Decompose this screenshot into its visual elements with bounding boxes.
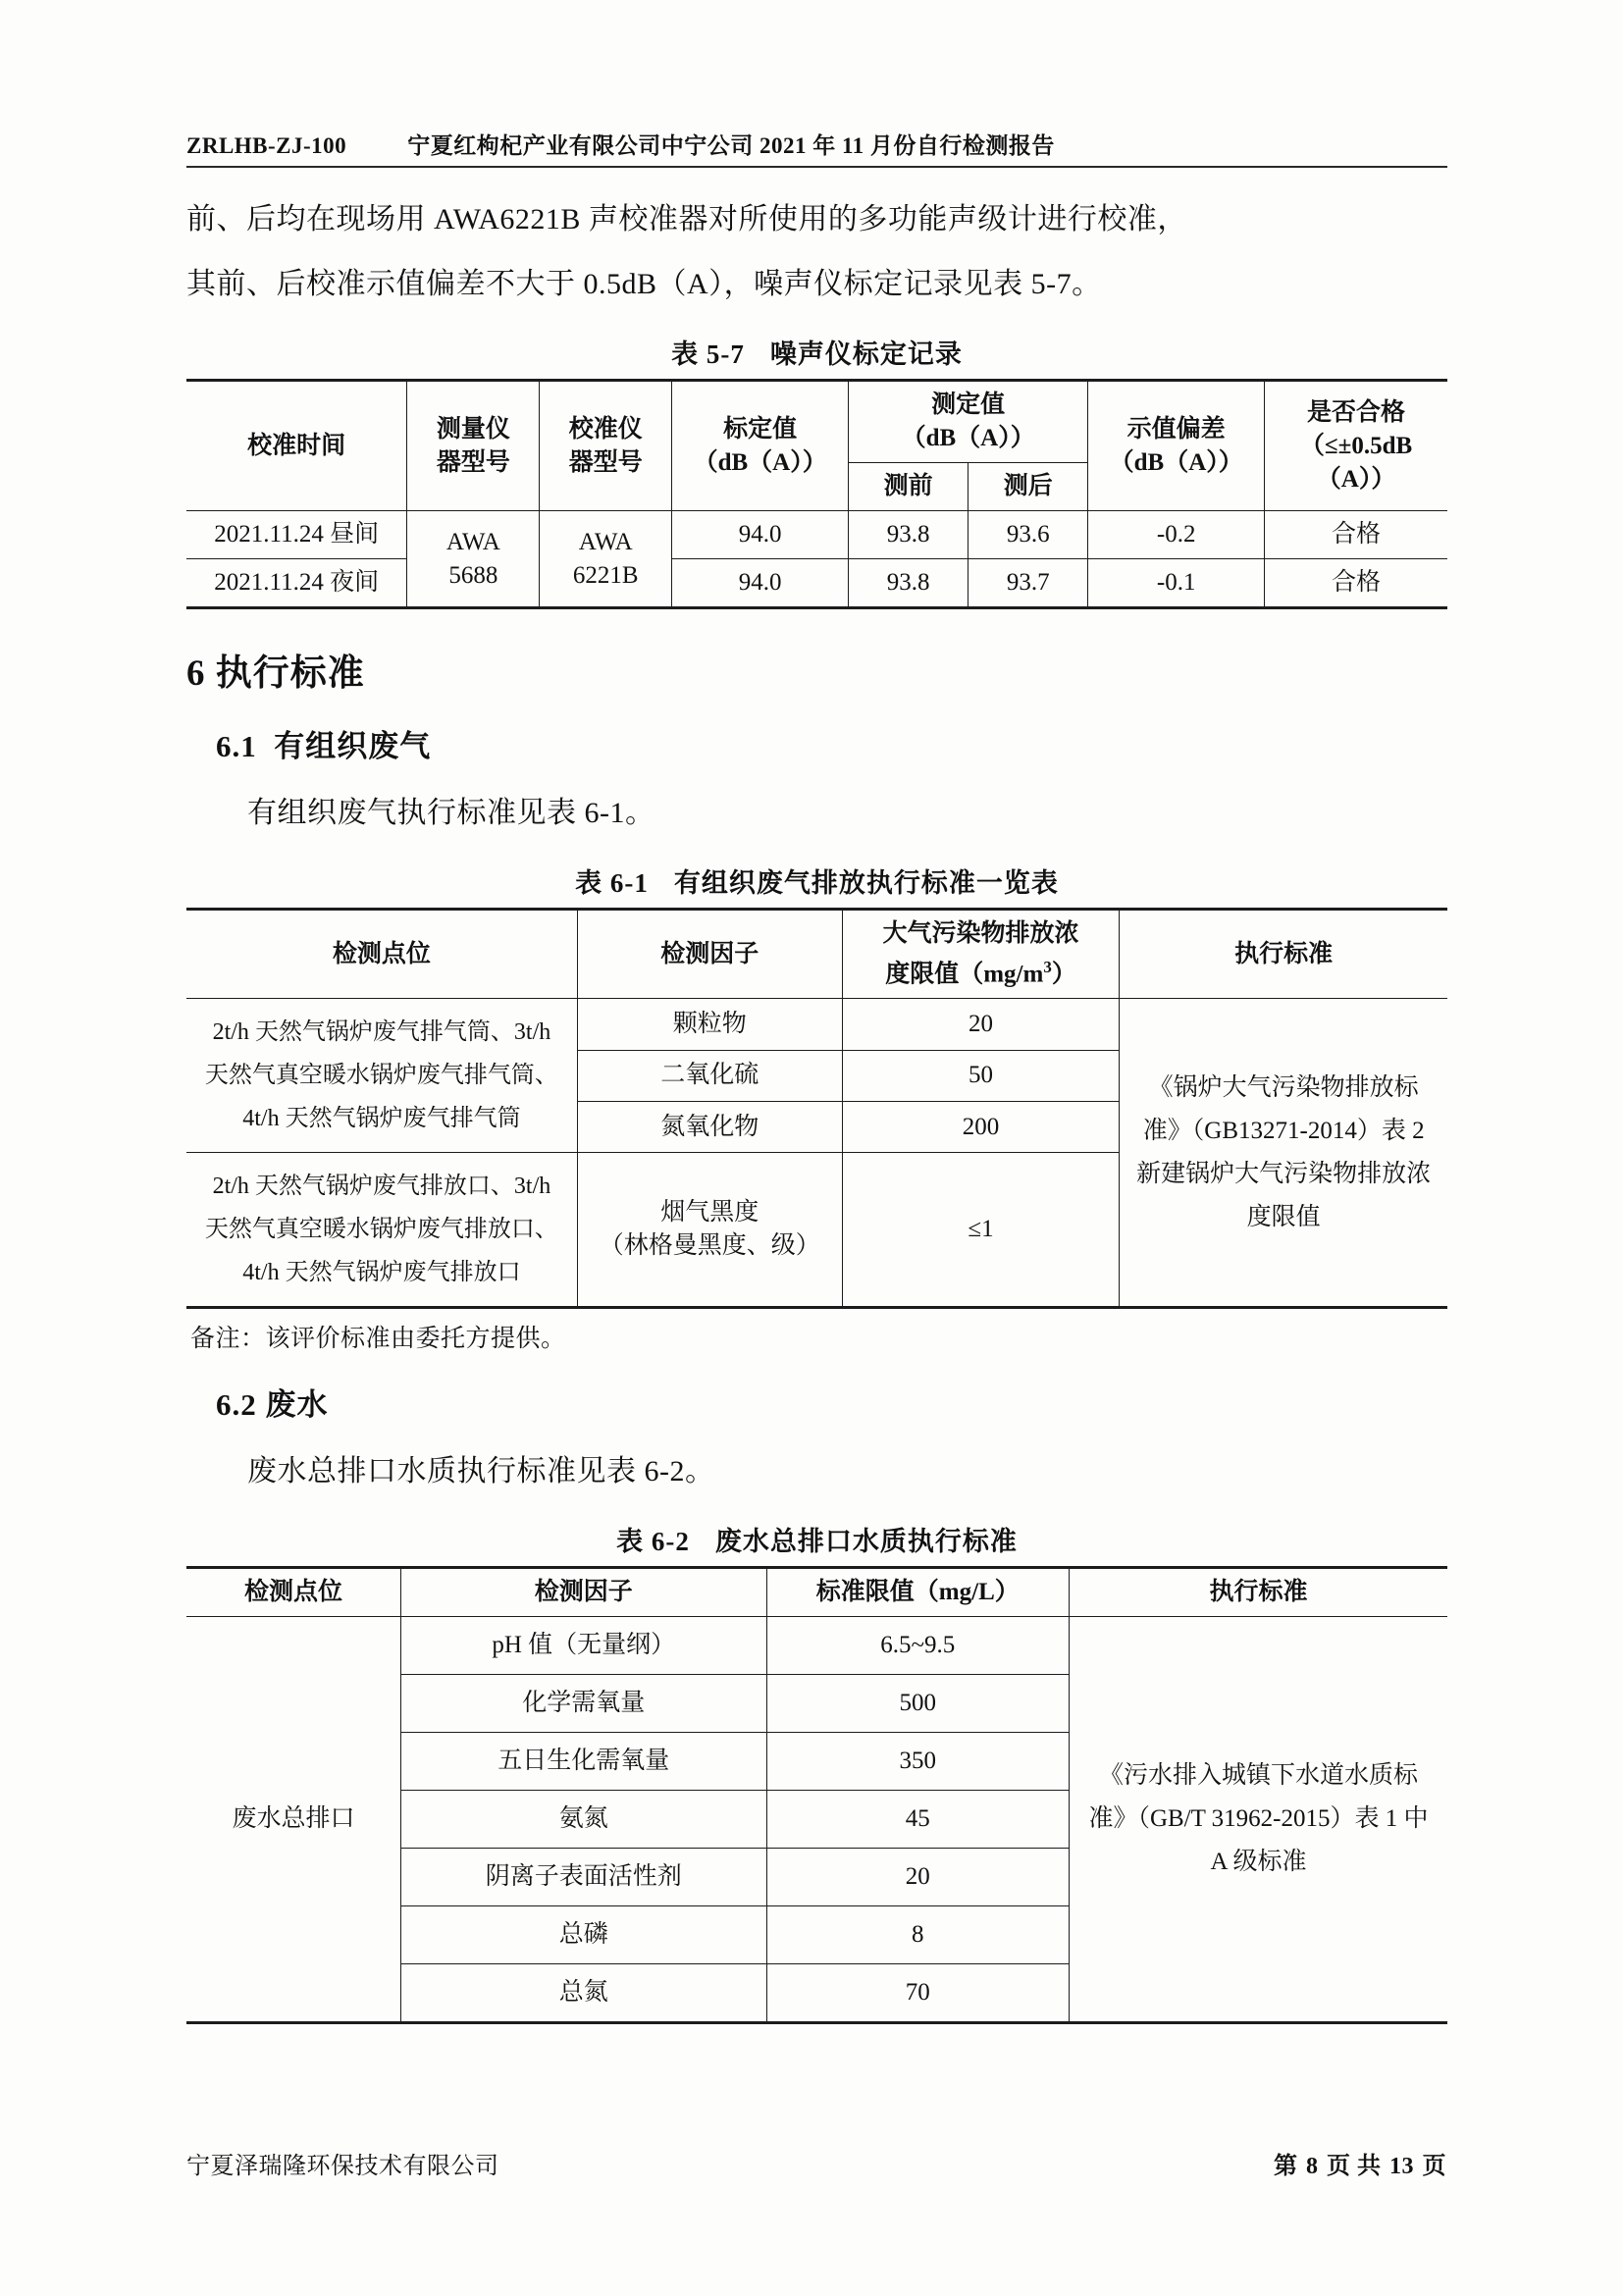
header-emission-limit-exponent: 3 — [1043, 958, 1052, 976]
running-header — [186, 128, 1447, 166]
table-row — [186, 559, 1447, 608]
header-indication-deviation-line2: （dB（A）） — [1109, 448, 1243, 476]
header-nominal-value-line2: （dB（A）） — [693, 448, 827, 476]
header-emission-limit-unit: 度限值（mg/m — [885, 961, 1044, 988]
header-nominal-value-line1: 标定值 — [723, 415, 798, 443]
footer-page-number — [1274, 2146, 1446, 2180]
section-6-2-title: 废水 — [265, 1387, 329, 1423]
cell-execution-standard: 《污水排入城镇下水道水质标准》（GB/T 31962-2015）表 1 中 A 级标准 — [1069, 1617, 1447, 2023]
header-detection-factor: 检测因子 — [577, 910, 842, 999]
header-measured-value-line2: （dB（A）） — [901, 425, 1035, 451]
table-5-7-caption-text: 噪声仪标定记录 — [769, 339, 963, 369]
cell-limit: 20 — [766, 1849, 1069, 1906]
section-heading-6-1 — [216, 721, 1447, 765]
cell-factor-smoke-blackness — [577, 1153, 842, 1308]
page-content — [186, 128, 1447, 2024]
paragraph-6-2-lead: 废水总排口水质执行标准见表 6-2。 — [247, 1455, 715, 1488]
cell-factor: 阴离子表面活性剂 — [400, 1849, 766, 1906]
cell-calibrator-model-line2: 6221B — [572, 561, 639, 589]
cell-factor: 颗粒物 — [577, 999, 842, 1050]
cell-factor: 氨氮 — [400, 1791, 766, 1849]
cell-calibration-time: 2021.11.24 夜间 — [186, 559, 407, 608]
cell-detection-point-outlets: 2t/h 天然气锅炉废气排放口、3t/h 天然气真空暖水锅炉废气排放口、4t/h 天然气锅炉废气排放口 — [186, 1153, 577, 1308]
cell-limit: 350 — [766, 1733, 1069, 1791]
cell-qualified: 合格 — [1265, 559, 1447, 608]
cell-deviation: -0.1 — [1088, 559, 1265, 608]
header-detection-point: 检测点位 — [186, 1568, 400, 1617]
table-6-2-caption-text: 废水总排口水质执行标准 — [714, 1527, 1018, 1557]
header-calibrator-model-line2: 器型号 — [568, 448, 643, 476]
cell-factor-line2: （林格曼黑度、级） — [599, 1232, 820, 1260]
table-6-1-caption-text: 有组织废气排放执行标准一览表 — [673, 868, 1059, 898]
cell-detection-point-wastewater-outlet: 废水总排口 — [186, 1617, 400, 2023]
paragraph-6-1-lead: 有组织废气执行标准见表 6-1。 — [247, 797, 655, 829]
cell-factor: 五日生化需氧量 — [400, 1733, 766, 1791]
cell-limit: ≤1 — [842, 1153, 1120, 1308]
cell-factor-line1: 烟气黑度 — [660, 1199, 759, 1226]
header-qualified-line1: 是否合格 — [1307, 398, 1406, 426]
cell-factor: 总磷 — [400, 1906, 766, 1964]
section-6-2-number: 6.2 — [216, 1387, 257, 1423]
cell-limit: 500 — [766, 1675, 1069, 1733]
cell-measured-after: 93.6 — [969, 511, 1088, 559]
table-5-7-caption — [186, 333, 1447, 371]
cell-meter-model-line1: AWA — [445, 528, 500, 555]
footer-total-pages: 13 — [1389, 2154, 1414, 2179]
table-6-2-caption — [186, 1520, 1447, 1558]
cell-detection-point-stacks: 2t/h 天然气锅炉废气排气筒、3t/h 天然气真空暖水锅炉废气排气筒、4t/h 天然气锅炉废气排气筒 — [186, 999, 577, 1153]
header-execution-standard: 执行标准 — [1069, 1568, 1447, 1617]
header-detection-factor: 检测因子 — [400, 1568, 766, 1617]
table-header-row — [186, 381, 1447, 463]
table-organized-waste-gas-standards — [186, 908, 1447, 1309]
header-emission-limit-line2 — [849, 951, 1114, 991]
header-measured-before: 测前 — [849, 463, 969, 511]
header-qualified — [1265, 381, 1447, 511]
cell-meter-model-line2: 5688 — [448, 561, 498, 589]
section-6-title: 执行标准 — [215, 653, 365, 694]
table-6-2-caption-label: 表 6-2 — [616, 1527, 690, 1557]
header-meter-model-line2: 器型号 — [436, 448, 510, 476]
cell-factor: 氮氧化物 — [577, 1101, 842, 1152]
cell-measured-after: 93.7 — [969, 559, 1088, 608]
cell-limit: 50 — [842, 1050, 1120, 1101]
cell-measured-before: 93.8 — [849, 559, 969, 608]
cell-calibration-time: 2021.11.24 昼间 — [186, 511, 407, 559]
table-row — [186, 999, 1447, 1050]
cell-limit: 20 — [842, 999, 1120, 1050]
table-5-7-caption-label: 表 5-7 — [671, 339, 745, 369]
header-meter-model — [407, 381, 540, 511]
section-heading-6 — [186, 643, 1447, 696]
cell-factor: 二氧化硫 — [577, 1050, 842, 1101]
header-measured-value-line1: 测定值 — [931, 391, 1006, 418]
cell-execution-standard: 《锅炉大气污染物排放标准》（GB13271-2014）表 2 新建锅炉大气污染物排放浓度限值 — [1120, 999, 1447, 1308]
cell-limit: 8 — [766, 1906, 1069, 1964]
cell-limit: 6.5~9.5 — [766, 1617, 1069, 1675]
header-calibration-time: 校准时间 — [186, 381, 407, 511]
header-indication-deviation — [1088, 381, 1265, 511]
cell-factor: 化学需氧量 — [400, 1675, 766, 1733]
section-heading-6-2 — [216, 1380, 1447, 1424]
cell-calibrator-model-line1: AWA — [578, 528, 633, 555]
table-header-row — [186, 910, 1447, 999]
section-6-1-title: 有组织废气 — [274, 729, 432, 763]
header-emission-limit-paren: ） — [1051, 961, 1076, 988]
table-6-1-caption — [186, 861, 1447, 900]
header-measured-after: 测后 — [969, 463, 1088, 511]
cell-limit: 45 — [766, 1791, 1069, 1849]
header-emission-limit — [842, 910, 1120, 999]
cell-factor: 总氮 — [400, 1964, 766, 2023]
table-row — [186, 511, 1447, 559]
header-nominal-value — [672, 381, 849, 511]
table-wastewater-outlet-standards — [186, 1566, 1447, 2024]
footer-page-suffix: 页 — [1422, 2154, 1446, 2179]
header-standard-limit: 标准限值（mg/L） — [766, 1568, 1069, 1617]
document-code: ZRLHB-ZJ-100 — [186, 133, 347, 158]
header-qualified-line2: （≤±0.5dB — [1299, 432, 1413, 459]
cell-limit: 70 — [766, 1964, 1069, 2023]
header-execution-standard: 执行标准 — [1120, 910, 1447, 999]
header-calibrator-model — [540, 381, 672, 511]
section-6-number: 6 — [186, 653, 206, 694]
table-header-row — [186, 1568, 1447, 1617]
header-measured-value — [849, 381, 1088, 463]
header-calibrator-model-line1: 校准仪 — [568, 415, 643, 443]
cell-deviation: -0.2 — [1088, 511, 1265, 559]
document-title: 宁夏红枸杞产业有限公司中宁公司 2021 年 11 月份自行检测报告 — [407, 133, 1055, 158]
cell-calibrator-model — [540, 511, 672, 608]
cell-measured-before: 93.8 — [849, 511, 969, 559]
cell-meter-model — [407, 511, 540, 608]
cell-factor: pH 值（无量纲） — [400, 1617, 766, 1675]
header-emission-limit-line1: 大气污染物排放浓 — [882, 920, 1079, 947]
footer-current-page: 8 — [1306, 2154, 1319, 2179]
paragraph-noise-calibration-2: 其前、后校准示值偏差不大于 0.5dB（A），噪声仪标定记录见表 5-7。 — [186, 268, 1102, 300]
header-detection-point: 检测点位 — [186, 910, 577, 999]
cell-nominal-value: 94.0 — [672, 511, 849, 559]
section-6-1-number: 6.1 — [216, 729, 257, 763]
header-qualified-line3: （A）） — [1316, 465, 1396, 493]
table-6-1-caption-label: 表 6-1 — [575, 868, 649, 898]
paragraph-noise-calibration-1: 前、后均在现场用 AWA6221B 声校准器对所使用的多功能声级计进行校准， — [186, 203, 1187, 235]
header-meter-model-line1: 测量仪 — [436, 415, 510, 443]
footer-page-prefix: 第 — [1274, 2154, 1298, 2179]
footer-company: 宁夏泽瑞隆环保技术有限公司 — [186, 2154, 499, 2179]
table-row — [186, 1617, 1447, 1675]
cell-nominal-value: 94.0 — [672, 559, 849, 608]
cell-qualified: 合格 — [1265, 511, 1447, 559]
header-indication-deviation-line1: 示值偏差 — [1126, 415, 1226, 443]
page-footer — [186, 2146, 1446, 2180]
footer-page-middle: 页 共 — [1327, 2154, 1382, 2179]
header-divider — [186, 166, 1447, 168]
cell-limit: 200 — [842, 1101, 1120, 1152]
table-6-1-note: 备注：该评价标准由委托方提供。 — [190, 1326, 566, 1353]
table-noise-calibration-records — [186, 379, 1447, 609]
